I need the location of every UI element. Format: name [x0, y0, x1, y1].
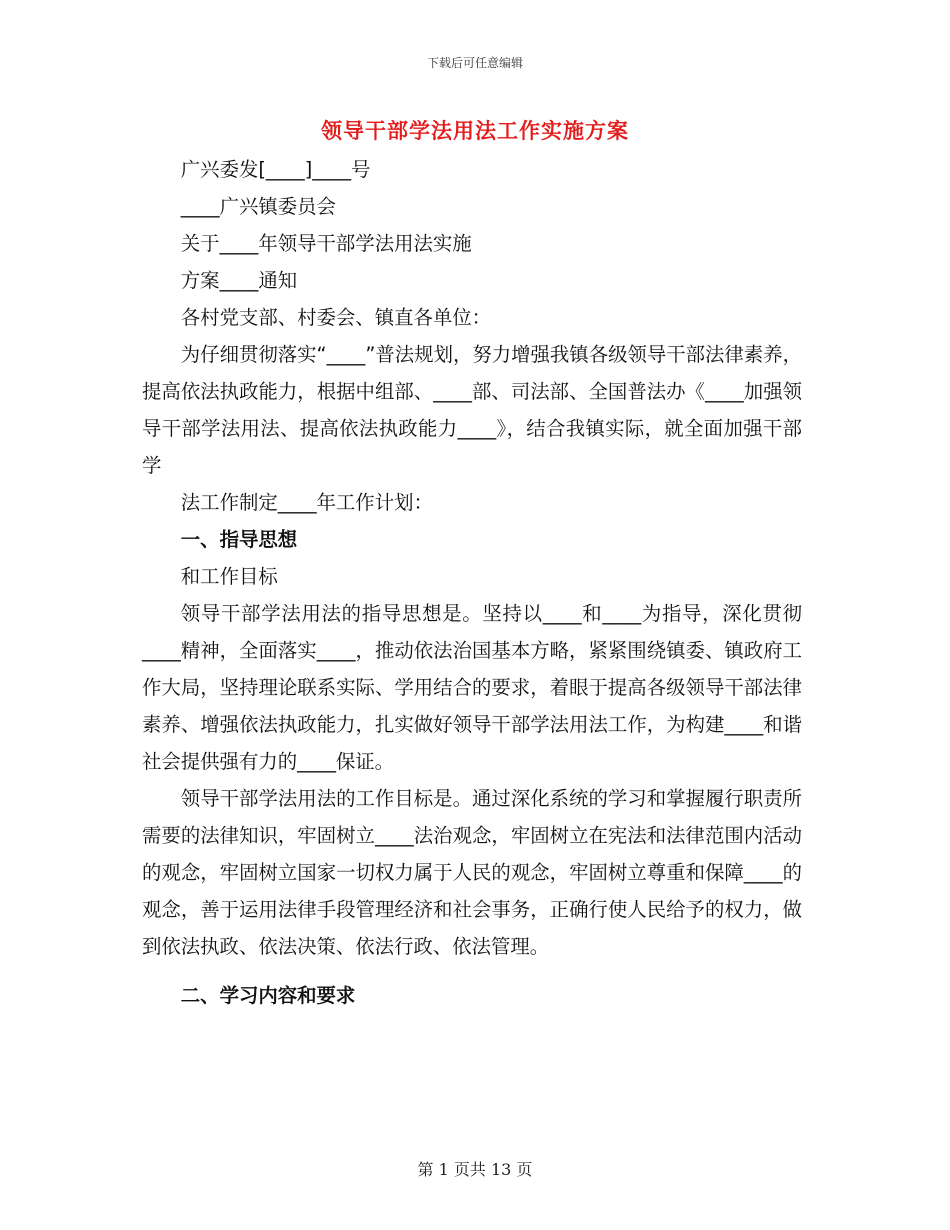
- page-header-note: 下载后可任意编辑: [426, 56, 523, 70]
- subject-line-2: 方案____通知: [180, 269, 298, 292]
- section-subheading: 和工作目标: [180, 565, 278, 588]
- plan-statement: 法工作制定____年工作计划：: [180, 491, 433, 514]
- document-number-line: 广兴委发[____]____号: [180, 158, 371, 181]
- section-heading-2: 二、学习内容和要求: [180, 984, 356, 1007]
- document-body: [142, 151, 802, 1014]
- section-heading-1: 一、指导思想: [180, 528, 298, 551]
- page-footer: 第 1 页共 13 页: [417, 1160, 533, 1179]
- work-goal-paragraph: 领导干部学法用法的工作目标是。通过深化系统的学习和掌握履行职责所需要的法律知识，牢固树立____法治观念，牢固树立在宪法和法律范围内活动的观念，牢固树立国家一切权力属于人民的观念，牢固树立尊重和保障____的观念，善于运用法律手段管理经济和社会事务，正确行使人民给予的权力，做到依法执政、依法决策、依法行政、依法管理。: [142, 787, 802, 958]
- issuer-line: ____广兴镇委员会: [180, 195, 336, 218]
- document-title: 领导干部学法用法工作实施方案: [321, 118, 629, 143]
- addressee-line: 各村党支部、村委会、镇直各单位：: [180, 306, 492, 329]
- subject-line-1: 关于____年领导干部学法用法实施: [180, 232, 472, 255]
- guiding-ideology-paragraph: 领导干部学法用法的指导思想是。坚持以____和____为指导，深化贯彻____精神，全面落实____，推动依法治国基本方略，紧紧围绕镇委、镇政府工作大局，坚持理论联系实际、学用结合的要求，着眼于提高各级领导干部法律素养、增强依法执政能力，扎实做好领导干部学法用法工作，为构建____和谐社会提供强有力的____保证。: [142, 602, 802, 773]
- intro-paragraph: 为仔细贯彻落实“____”普法规划，努力增强我镇各级领导干部法律素养，提高依法执政能力，根据中组部、____部、司法部、全国普法办《____加强领导干部学法用法、提高依法执政能力____》，结合我镇实际，就全面加强干部学: [142, 343, 802, 477]
